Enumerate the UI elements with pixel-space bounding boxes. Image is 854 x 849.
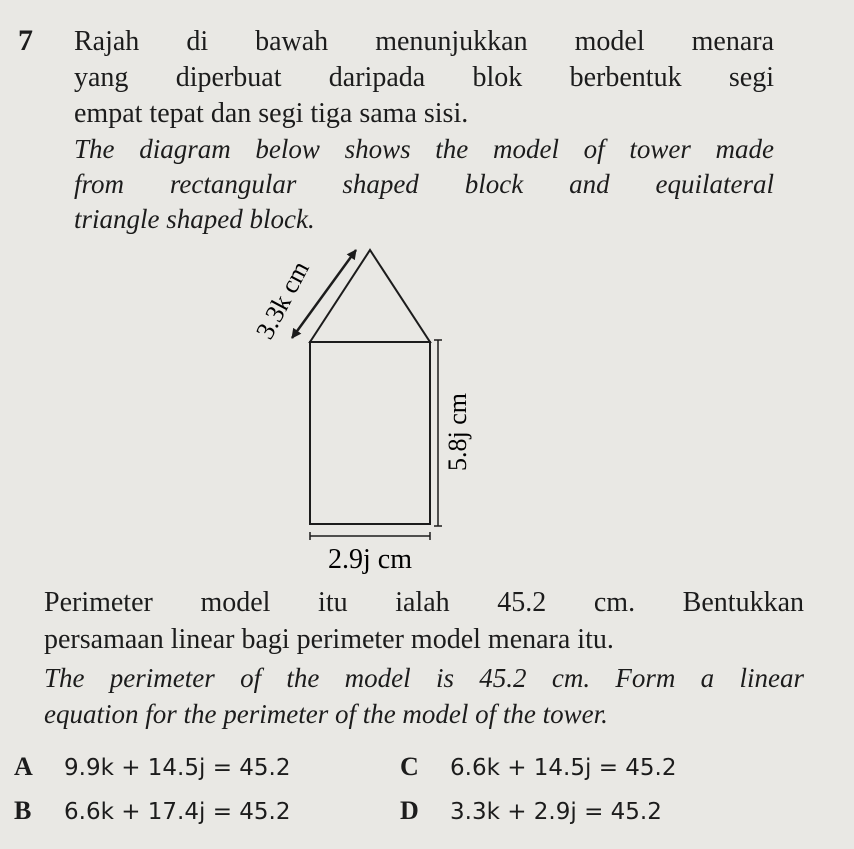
option-c[interactable]: [400, 752, 677, 782]
side-label: 3.3k cm: [250, 256, 315, 344]
english-line: from rectangular shaped block and equilateral: [74, 169, 774, 199]
rectangle-body: [310, 342, 430, 524]
option-letter: A: [14, 752, 33, 781]
option-equation: 3.3k + 2.9j = 45.2: [450, 799, 662, 825]
option-equation: 6.6k + 14.5j = 45.2: [450, 755, 677, 781]
option-letter: D: [400, 796, 419, 825]
malay-line: empat tepat dan segi tiga sama sisi.: [74, 98, 469, 129]
option-a[interactable]: [14, 752, 291, 782]
question-text-english: [74, 132, 774, 237]
prompt-malay-line: Perimeter model itu ialah 45.2 cm. Bentukkan: [44, 587, 804, 618]
question-text-malay: [74, 24, 774, 132]
option-d[interactable]: [400, 796, 662, 826]
prompt-malay-line: persamaan linear bagi perimeter model menara itu.: [44, 624, 614, 655]
prompt-english-line: The perimeter of the model is 45.2 cm. Form a linear: [44, 663, 804, 693]
prompt-english-line: equation for the perimeter of the model of the tower.: [44, 699, 608, 729]
english-line: triangle shaped block.: [74, 204, 315, 234]
option-equation: 6.6k + 17.4j = 45.2: [64, 799, 291, 825]
option-equation: 9.9k + 14.5j = 45.2: [64, 755, 291, 781]
option-letter: C: [400, 752, 419, 781]
tower-diagram: [230, 230, 550, 580]
height-label: 5.8j cm: [443, 393, 472, 471]
english-line: The diagram below shows the model of tower made: [74, 134, 774, 164]
malay-line: yang diperbuat daripada blok berbentuk segi: [74, 62, 774, 93]
triangle-roof: [310, 250, 430, 342]
prompt-text-english: [44, 660, 804, 732]
option-letter: B: [14, 796, 32, 825]
option-b[interactable]: [14, 796, 291, 826]
question-number: 7: [18, 24, 33, 57]
width-label: 2.9j cm: [328, 544, 412, 575]
prompt-text-malay: [44, 584, 804, 658]
malay-line: Rajah di bawah menunjukkan model menara: [74, 26, 774, 57]
